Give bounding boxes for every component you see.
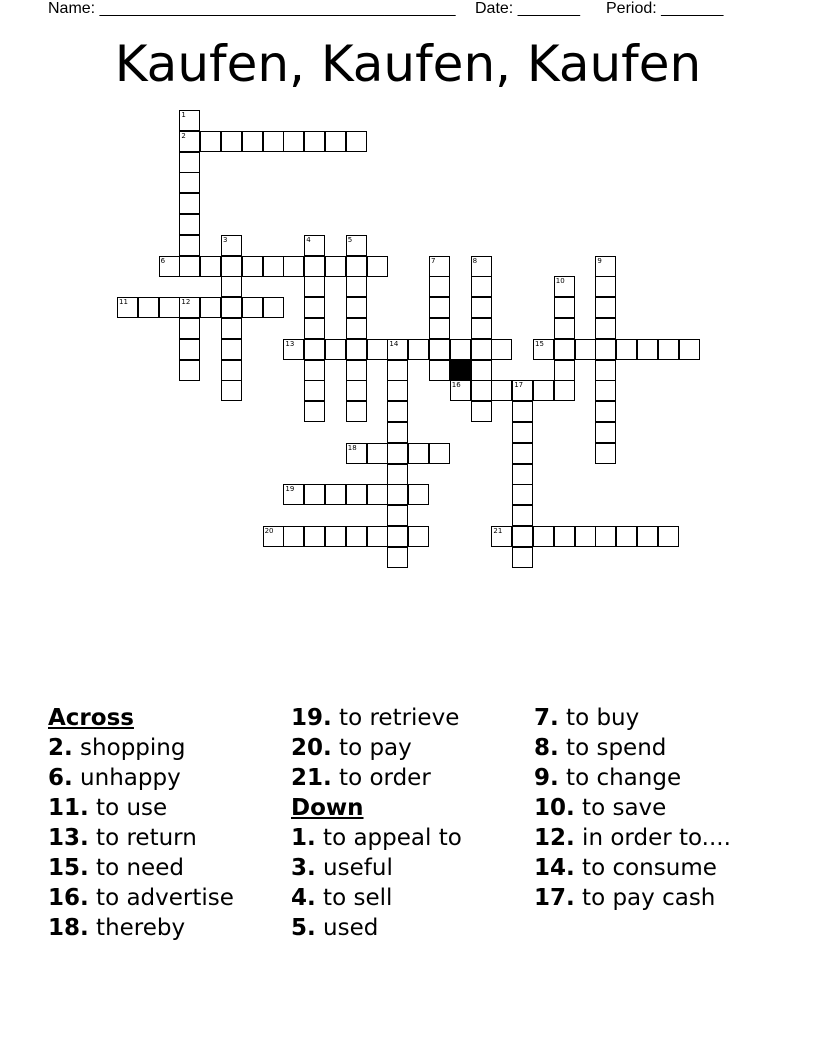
clue-number: 10. [534, 795, 575, 821]
clue-number: 6. [48, 765, 73, 791]
cell-number: 5 [347, 235, 353, 244]
clue-item [534, 763, 731, 793]
crossword-cell[interactable] [595, 360, 616, 381]
crossword-cell[interactable] [242, 297, 263, 318]
clue-number: 5. [291, 915, 316, 941]
crossword-cell[interactable] [595, 443, 616, 464]
crossword-cell[interactable] [304, 276, 325, 297]
clue-text: useful [315, 855, 393, 881]
cell-number: 11 [119, 298, 128, 307]
crossword-cell[interactable] [179, 131, 200, 152]
crossword-cell[interactable] [221, 131, 242, 152]
crossword-cell[interactable] [658, 339, 679, 360]
crossword-cell[interactable] [575, 526, 596, 547]
crossword-cell[interactable] [346, 256, 367, 277]
crossword-cell[interactable] [346, 360, 367, 381]
cell-number: 4 [306, 235, 311, 244]
crossword-cell[interactable] [283, 484, 304, 505]
crossword-cell[interactable] [346, 380, 367, 401]
name-field[interactable]: Name: ________________________________________ [48, 0, 456, 17]
clue-text: to use [88, 795, 168, 821]
crossword-cell[interactable] [221, 339, 242, 360]
crossword-cell[interactable] [200, 256, 221, 277]
clue-number: 18. [48, 915, 89, 941]
clue-item [48, 913, 234, 943]
crossword-cell[interactable] [450, 380, 471, 401]
cell-number: 7 [431, 256, 436, 265]
crossword-cell[interactable] [221, 276, 242, 297]
crossword-cell[interactable] [221, 256, 242, 277]
cell-number: 21 [493, 527, 503, 535]
crossword-cell[interactable] [304, 256, 325, 277]
crossword-cell[interactable] [179, 256, 200, 277]
crossword-cell[interactable] [387, 484, 408, 505]
crossword-cell[interactable] [471, 360, 492, 381]
crossword-cell[interactable] [387, 526, 408, 547]
crossword-cell[interactable] [242, 131, 263, 152]
crossword-cell[interactable] [346, 443, 367, 464]
clue-number: 4. [291, 885, 316, 911]
clue-text: to need [88, 855, 184, 881]
crossword-cell[interactable] [471, 256, 492, 277]
clue-number: 15. [48, 855, 89, 881]
cell-number: 14 [389, 339, 399, 348]
clue-text: to buy [558, 705, 640, 731]
section-heading [48, 703, 234, 733]
crossword-cell[interactable] [283, 131, 304, 152]
crossword-cell[interactable] [533, 380, 554, 401]
clue-text: thereby [88, 915, 186, 941]
crossword-cell[interactable] [283, 526, 304, 547]
clue-item [534, 853, 731, 883]
clue-item [534, 733, 731, 763]
cell-number: 13 [285, 339, 295, 348]
clue-column-1 [48, 703, 234, 943]
crossword-cell[interactable] [325, 484, 346, 505]
clue-item [48, 853, 234, 883]
crossword-cell[interactable] [179, 110, 200, 131]
clue-item [291, 703, 462, 733]
clue-number: 11. [48, 795, 89, 821]
crossword-cell[interactable] [263, 256, 284, 277]
clue-text: to change [558, 765, 682, 791]
crossword-cell[interactable] [263, 297, 284, 318]
crossword-cell[interactable] [429, 276, 450, 297]
crossword-cell[interactable] [554, 276, 575, 297]
crossword-cell[interactable] [346, 318, 367, 339]
clue-item [534, 703, 731, 733]
crossword-cell[interactable] [471, 318, 492, 339]
crossword-cell[interactable] [179, 214, 200, 235]
crossword-cell[interactable] [595, 526, 616, 547]
crossword-cell[interactable] [637, 526, 658, 547]
clue-item [291, 913, 462, 943]
crossword-cell[interactable] [304, 380, 325, 401]
crossword-cell[interactable] [387, 464, 408, 485]
crossword-cell[interactable] [554, 360, 575, 381]
cell-number: 15 [535, 339, 544, 348]
clue-column-3 [534, 703, 731, 913]
clue-text: to spend [558, 735, 667, 761]
crossword-cell[interactable] [595, 256, 616, 277]
crossword-cell[interactable] [491, 339, 512, 360]
section-heading-text: Down [291, 795, 364, 821]
black-square [450, 360, 471, 381]
crossword-cell[interactable] [221, 297, 242, 318]
crossword-cell[interactable] [512, 443, 533, 464]
crossword-cell[interactable] [325, 526, 346, 547]
crossword-cell[interactable] [304, 401, 325, 422]
crossword-cell[interactable] [304, 360, 325, 381]
crossword-cell[interactable] [512, 547, 533, 568]
clue-number: 16. [48, 885, 89, 911]
crossword-cell[interactable] [179, 318, 200, 339]
cell-number: 2 [181, 131, 186, 140]
clue-text: to appeal to [315, 825, 462, 851]
crossword-cell[interactable] [346, 297, 367, 318]
crossword-cell[interactable] [595, 339, 616, 360]
crossword-cell[interactable] [554, 318, 575, 339]
section-heading-text: Across [48, 705, 134, 731]
crossword-cell[interactable] [512, 526, 533, 547]
crossword-cell[interactable] [408, 339, 429, 360]
crossword-cell[interactable] [554, 380, 575, 401]
crossword-cell[interactable] [471, 380, 492, 401]
crossword-cell[interactable] [429, 297, 450, 318]
clue-text: to save [574, 795, 667, 821]
crossword-cell[interactable] [387, 422, 408, 443]
crossword-cell[interactable] [159, 297, 180, 318]
clue-column-2 [291, 703, 462, 943]
crossword-cell[interactable] [554, 297, 575, 318]
cell-number: 19 [285, 485, 295, 494]
crossword-cell[interactable] [429, 443, 450, 464]
crossword-cell[interactable] [179, 193, 200, 214]
page-title: Kaufen, Kaufen, Kaufen [114, 35, 702, 93]
crossword-cell[interactable] [283, 339, 304, 360]
clue-number: 20. [291, 735, 332, 761]
crossword-cell[interactable] [346, 401, 367, 422]
crossword-cell[interactable] [595, 318, 616, 339]
clue-number: 12. [534, 825, 575, 851]
cell-number: 17 [514, 381, 524, 390]
clue-text: to pay [331, 735, 412, 761]
clue-item [48, 883, 234, 913]
clue-number: 9. [534, 765, 559, 791]
clue-text: unhappy [72, 765, 181, 791]
cell-number: 6 [160, 256, 166, 265]
clue-text: used [315, 915, 379, 941]
crossword-cell[interactable] [512, 380, 533, 401]
clue-number: 19. [291, 705, 332, 731]
crossword-cell[interactable] [304, 297, 325, 318]
crossword-cell[interactable] [450, 339, 471, 360]
crossword-cell[interactable] [179, 172, 200, 193]
crossword-cell[interactable] [637, 339, 658, 360]
crossword-cell[interactable] [554, 339, 575, 360]
crossword-cell[interactable] [471, 276, 492, 297]
crossword-cell[interactable] [325, 339, 346, 360]
crossword-cell[interactable] [387, 443, 408, 464]
crossword-cell[interactable] [387, 401, 408, 422]
crossword-cell[interactable] [263, 131, 284, 152]
crossword-cell[interactable] [533, 526, 554, 547]
crossword-cell[interactable] [221, 380, 242, 401]
crossword-cell[interactable] [304, 235, 325, 256]
crossword-cell[interactable] [408, 526, 429, 547]
crossword-cell[interactable] [346, 276, 367, 297]
clue-text: to order [331, 765, 431, 791]
cell-number: 18 [347, 443, 357, 452]
clue-item [48, 763, 234, 793]
crossword-cell[interactable] [179, 297, 200, 318]
cell-number: 20 [264, 527, 274, 535]
cell-number: 1 [181, 111, 186, 119]
crossword-cell[interactable] [221, 360, 242, 381]
crossword-cell[interactable] [387, 505, 408, 526]
crossword-cell[interactable] [304, 131, 325, 152]
crossword-cell[interactable] [595, 380, 616, 401]
crossword-cell[interactable] [242, 256, 263, 277]
crossword-cell[interactable] [367, 484, 388, 505]
crossword-cell[interactable] [429, 318, 450, 339]
crossword-cell[interactable] [179, 152, 200, 173]
crossword-cell[interactable] [471, 401, 492, 422]
crossword-cell[interactable] [387, 547, 408, 568]
crossword-cell[interactable] [512, 464, 533, 485]
crossword-cell[interactable] [367, 526, 388, 547]
crossword-cell[interactable] [679, 339, 700, 360]
clue-number: 13. [48, 825, 89, 851]
clue-text: to consume [574, 855, 717, 881]
clue-number: 1. [291, 825, 316, 851]
clue-number: 14. [534, 855, 575, 881]
crossword-cell[interactable] [429, 360, 450, 381]
clue-text: in order to.... [574, 825, 731, 851]
crossword-cell[interactable] [512, 422, 533, 443]
crossword-cell[interactable] [575, 339, 596, 360]
crossword-cell[interactable] [117, 297, 138, 318]
crossword-cell[interactable] [367, 339, 388, 360]
crossword-cell[interactable] [138, 297, 159, 318]
clue-item [48, 793, 234, 823]
clue-item [291, 763, 462, 793]
crossword-cell[interactable] [387, 339, 408, 360]
section-heading [291, 793, 462, 823]
crossword-cell[interactable] [221, 235, 242, 256]
crossword-cell[interactable] [200, 131, 221, 152]
clue-item [291, 883, 462, 913]
cell-number: 16 [451, 381, 461, 390]
clue-item [534, 823, 731, 853]
clue-text: to return [88, 825, 197, 851]
crossword-cell[interactable] [512, 505, 533, 526]
crossword-cell[interactable] [159, 256, 180, 277]
crossword-cell[interactable] [595, 297, 616, 318]
cell-number: 10 [555, 277, 565, 286]
clue-text: to retrieve [331, 705, 460, 731]
date-field[interactable]: Date: _______ [475, 0, 580, 17]
clue-number: 8. [534, 735, 559, 761]
cell-number: 12 [181, 298, 191, 307]
crossword-cell[interactable] [179, 360, 200, 381]
clue-item [291, 853, 462, 883]
clue-text: to pay cash [574, 885, 716, 911]
clue-item [291, 823, 462, 853]
crossword-cell[interactable] [221, 318, 242, 339]
crossword-cell[interactable] [325, 256, 346, 277]
crossword-cell[interactable] [179, 339, 200, 360]
crossword-cell[interactable] [304, 339, 325, 360]
crossword-cell[interactable] [429, 339, 450, 360]
period-field[interactable]: Period: _______ [606, 0, 724, 17]
crossword-cell[interactable] [367, 443, 388, 464]
crossword-cell[interactable] [471, 297, 492, 318]
crossword-cell[interactable] [179, 235, 200, 256]
clue-text: to sell [315, 885, 393, 911]
crossword-cell[interactable] [304, 526, 325, 547]
clue-item [534, 883, 731, 913]
cell-number: 3 [223, 235, 228, 244]
clue-item [48, 733, 234, 763]
crossword-cell[interactable] [533, 339, 554, 360]
crossword-cell[interactable] [491, 380, 512, 401]
crossword-cell[interactable] [429, 256, 450, 277]
crossword-cell[interactable] [346, 235, 367, 256]
clue-number: 2. [48, 735, 73, 761]
cell-number: 8 [472, 256, 478, 265]
crossword-cell[interactable] [200, 297, 221, 318]
crossword-cell[interactable] [325, 131, 346, 152]
crossword-cell[interactable] [346, 131, 367, 152]
crossword-cell[interactable] [408, 484, 429, 505]
crossword-cell[interactable] [367, 256, 388, 277]
crossword-cell[interactable] [491, 526, 512, 547]
clue-number: 21. [291, 765, 332, 791]
crossword-cell[interactable] [616, 526, 637, 547]
clue-number: 3. [291, 855, 316, 881]
crossword-cell[interactable] [387, 380, 408, 401]
crossword-cell[interactable] [283, 256, 304, 277]
clue-item [48, 823, 234, 853]
crossword-cell[interactable] [595, 276, 616, 297]
crossword-cell[interactable] [595, 401, 616, 422]
clue-text: shopping [72, 735, 186, 761]
crossword-cell[interactable] [616, 339, 637, 360]
crossword-cell[interactable] [408, 443, 429, 464]
clue-number: 7. [534, 705, 559, 731]
crossword-cell[interactable] [304, 318, 325, 339]
clue-text: to advertise [88, 885, 234, 911]
crossword-cell[interactable] [595, 422, 616, 443]
crossword-cell[interactable] [387, 360, 408, 381]
crossword-cell[interactable] [304, 484, 325, 505]
clue-item [291, 733, 462, 763]
crossword-cell[interactable] [512, 484, 533, 505]
clue-number: 17. [534, 885, 575, 911]
crossword-cell[interactable] [554, 526, 575, 547]
crossword-cell[interactable] [658, 526, 679, 547]
crossword-cell[interactable] [346, 526, 367, 547]
crossword-cell[interactable] [512, 401, 533, 422]
crossword-cell[interactable] [471, 339, 492, 360]
clue-item [534, 793, 731, 823]
crossword-cell[interactable] [346, 339, 367, 360]
crossword-cell[interactable] [346, 484, 367, 505]
crossword-cell[interactable] [263, 526, 284, 547]
cell-number: 9 [597, 256, 602, 265]
